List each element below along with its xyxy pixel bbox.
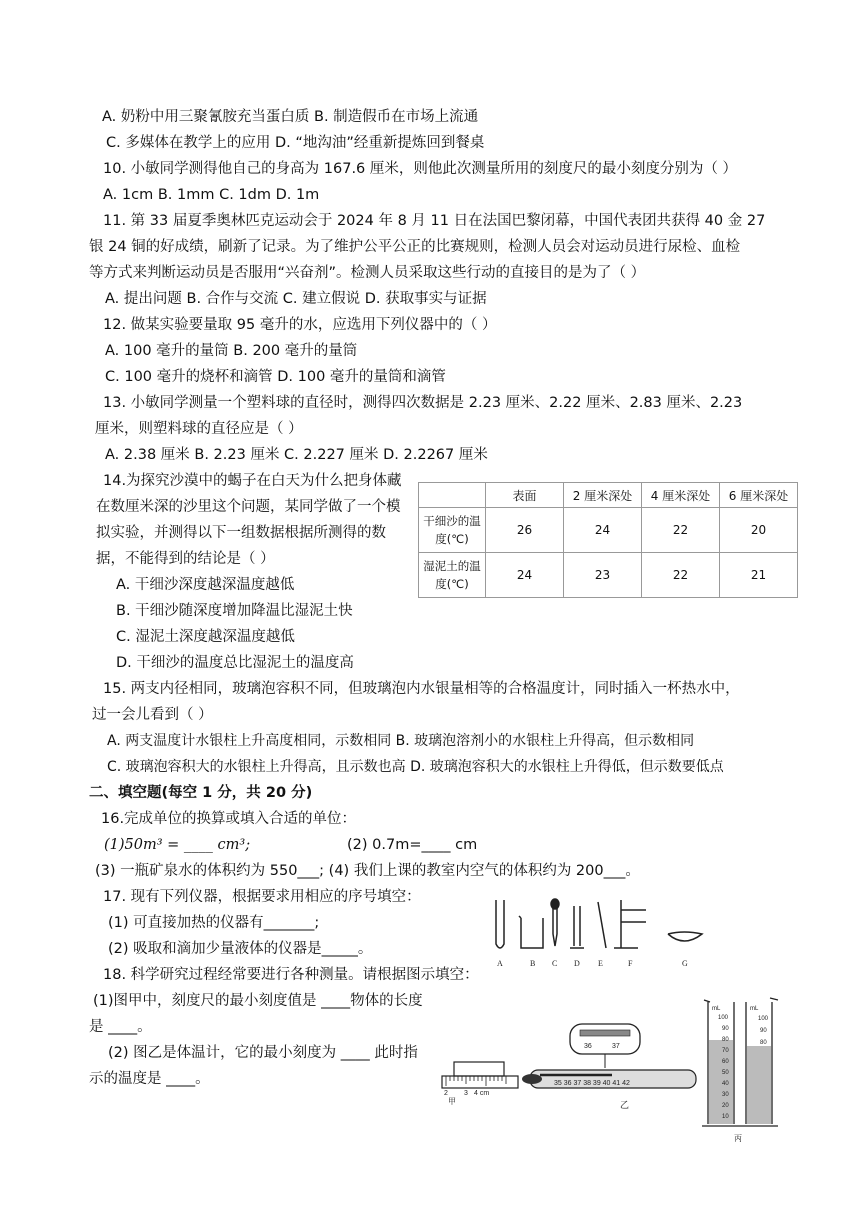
q18-stem: 18. 科学研究过程经常要进行各种测量。请根据图示填空： — [103, 967, 479, 983]
q14-option-b: B. 干细沙随深度增加降温比湿泥土快 — [116, 603, 353, 619]
q16-parts-3-4: (3) 一瓶矿泉水的体积约为 550___; (4) 我们上课的教室内空气的体积约为 200___。 — [95, 863, 640, 879]
q13-stem-1: 13. 小敏同学测量一个塑料球的直径时，测得四次数据是 2.23 厘米、2.22 厘米、2.83 厘米、2.23 — [103, 395, 743, 411]
table-header-cell: 6 厘米深处 — [720, 483, 798, 508]
q9-options-ab: A. 奶粉中用三聚氰胺充当蛋白质 B. 制造假币在市场上流通 — [102, 109, 479, 125]
table-cell: 22 — [642, 508, 720, 553]
q18-part-2a: (2) 图乙是体温计，它的最小刻度为 ____ 此时指 — [108, 1045, 418, 1061]
apparatus-label: B — [530, 959, 536, 968]
q14-stem-4: 据，不能得到的结论是（ ） — [96, 551, 275, 567]
table-header-cell: 表面 — [486, 483, 564, 508]
table-row — [419, 553, 798, 598]
row-label: 湿泥土的温度(℃) — [419, 553, 486, 598]
cylinder-tick: 100 — [718, 1015, 729, 1021]
q11-options: A. 提出问题 B. 合作与交流 C. 建立假说 D. 获取事实与证据 — [105, 291, 487, 307]
cylinder-tick: 80 — [722, 1037, 729, 1043]
table-cell: 20 — [720, 508, 798, 553]
q18-part-1a: (1)图甲中，刻度尺的最小刻度值是 ____物体的长度 — [93, 993, 423, 1009]
q10-options: A. 1cm B. 1mm C. 1dm D. 1m — [103, 187, 320, 203]
ruler-tick-label: 3 — [464, 1090, 468, 1097]
thermometer-scale: 35 36 37 38 39 40 41 42 — [554, 1080, 630, 1087]
figure-label-bing: 丙 — [734, 1134, 742, 1143]
cylinder-tick: 20 — [722, 1103, 729, 1109]
q16-part-1: (1)50m³ = ____ cm³; — [104, 837, 251, 853]
q11-stem-2: 银 24 铜的好成绩，刷新了记录。为了维护公平公正的比赛规则，检测人员会对运动员进行尿检、血检 — [89, 239, 741, 255]
ruler-tick-label: 2 — [444, 1090, 448, 1097]
q14-stem-1: 14.为探究沙漠中的蝎子在白天为什么把身体藏 — [103, 473, 402, 489]
apparatus-label: A — [497, 959, 503, 968]
figure-label-jia: 甲 — [448, 1097, 456, 1106]
ruler-tick-label: 4 cm — [474, 1090, 490, 1097]
table-cell: 23 — [564, 553, 642, 598]
q13-options: A. 2.38 厘米 B. 2.23 厘米 C. 2.227 厘米 D. 2.2267 厘米 — [105, 447, 488, 463]
cylinder-tick: 40 — [722, 1081, 729, 1087]
q16-part-2: (2) 0.7m=____ cm — [347, 837, 478, 853]
cylinder-unit: mL — [712, 1006, 721, 1012]
ruler-figure — [440, 1058, 520, 1106]
thermometer-bulb — [522, 1074, 542, 1084]
table-header-cell — [419, 483, 486, 508]
table-cell: 24 — [486, 553, 564, 598]
q9-options-cd: C. 多媒体在教学上的应用 D. “地沟油”经重新提炼回到餐桌 — [106, 135, 485, 151]
cylinder-tick: 60 — [722, 1059, 729, 1065]
q14-stem-2: 在数厘米深的沙里这个问题，某同学做了一个模 — [96, 499, 401, 515]
ruler — [442, 1076, 518, 1088]
q14-stem-3: 拟实验，并测得以下一组数据根据所测得的数 — [96, 525, 386, 541]
apparatus-label: E — [598, 959, 603, 968]
table-header-cell: 2 厘米深处 — [564, 483, 642, 508]
q17-stem: 17. 现有下列仪器，根据要求用相应的序号填空： — [103, 889, 421, 905]
q14-option-d: D. 干细沙的温度总比湿泥土的温度高 — [116, 655, 354, 671]
q15-stem-1: 15. 两支内径相同，玻璃泡容积不同，但玻璃泡内水银量相等的合格温度计，同时插入一杯热水中， — [103, 681, 740, 697]
apparatus-label: D — [574, 959, 580, 968]
cylinder-tick: 10 — [722, 1114, 729, 1120]
q16-stem: 16.完成单位的换算或填入合适的单位： — [101, 811, 357, 827]
table-row — [419, 508, 798, 553]
temperature-table — [418, 482, 798, 598]
cylinder-tick: 70 — [722, 1048, 729, 1054]
thermometer-figure — [520, 1020, 700, 1112]
section-2-heading: 二、填空题(每空 1 分，共 20 分) — [89, 785, 313, 801]
figure-label-yi: 乙 — [620, 1100, 630, 1110]
table-cell: 21 — [720, 553, 798, 598]
q11-stem-3: 等方式来判断运动员是否服用“兴奋剂”。检测人员采取这些行动的直接目的是为了（ ） — [89, 265, 646, 281]
q15-options-cd: C. 玻璃泡容积大的水银柱上升得高，且示数也高 D. 玻璃泡容积大的水银柱上升得低，但示数要低点 — [107, 759, 724, 775]
q12-options-ab: A. 100 毫升的量筒 B. 200 毫升的量筒 — [105, 343, 358, 359]
q17-part-2: (2) 吸取和滴加少量液体的仪器是_____。 — [108, 941, 373, 957]
q18-part-2b: 示的温度是 ____。 — [89, 1071, 210, 1087]
q10-stem: 10. 小敏同学测得他自己的身高为 167.6 厘米，则他此次测量所用的刻度尺的最小刻度分别为（ ） — [103, 161, 738, 177]
zoom-tick-label: 37 — [612, 1043, 620, 1050]
cylinders-figure — [700, 996, 790, 1144]
cylinder-1-water — [709, 1040, 733, 1124]
q11-stem-1: 11. 第 33 届夏季奥林匹克运动会于 2024 年 8 月 11 日在法国巴黎闭幕，中国代表团共获得 40 金 27 — [103, 213, 766, 229]
table-header-cell: 4 厘米深处 — [642, 483, 720, 508]
zoom-tick-label: 36 — [584, 1043, 592, 1050]
cylinder-tick: 80 — [760, 1040, 767, 1046]
q18-part-1b: 是 ____。 — [89, 1019, 152, 1035]
q12-stem: 12. 做某实验要量取 95 毫升的水，应选用下列仪器中的（ ） — [103, 317, 497, 333]
cylinder-tick: 100 — [758, 1016, 769, 1022]
cylinder-tick: 90 — [722, 1026, 729, 1032]
apparatus-figure — [488, 896, 710, 970]
apparatus-label: G — [682, 959, 688, 968]
q14-option-c: C. 湿泥土深度越深温度越低 — [116, 629, 295, 645]
q13-stem-2: 厘米，则塑料球的直径应是（ ） — [95, 421, 303, 437]
table-header-row — [419, 483, 798, 508]
cylinder-2-water — [747, 1046, 771, 1124]
table-cell: 22 — [642, 553, 720, 598]
table-cell: 26 — [486, 508, 564, 553]
q15-stem-2: 过一会儿看到（ ） — [92, 707, 213, 723]
q17-part-1: (1) 可直接加热的仪器有_______; — [108, 915, 320, 931]
q12-options-cd: C. 100 毫升的烧杯和滴管 D. 100 毫升的量筒和滴管 — [105, 369, 446, 385]
cylinder-unit: mL — [750, 1006, 759, 1012]
cylinder-tick: 90 — [760, 1028, 767, 1034]
apparatus-label: F — [628, 959, 633, 968]
q15-options-ab: A. 两支温度计水银柱上升高度相同，示数相同 B. 玻璃泡溶剂小的水银柱上升得高，但示数相同 — [107, 733, 695, 749]
measured-block — [454, 1062, 504, 1076]
table-cell: 24 — [564, 508, 642, 553]
cylinder-tick: 30 — [722, 1092, 729, 1098]
cylinder-tick: 50 — [722, 1070, 729, 1076]
row-label: 干细沙的温度(℃) — [419, 508, 486, 553]
apparatus-label: C — [552, 959, 558, 968]
zoom-lens — [570, 1024, 640, 1054]
q14-option-a: A. 干细沙深度越深温度越低 — [116, 577, 295, 593]
